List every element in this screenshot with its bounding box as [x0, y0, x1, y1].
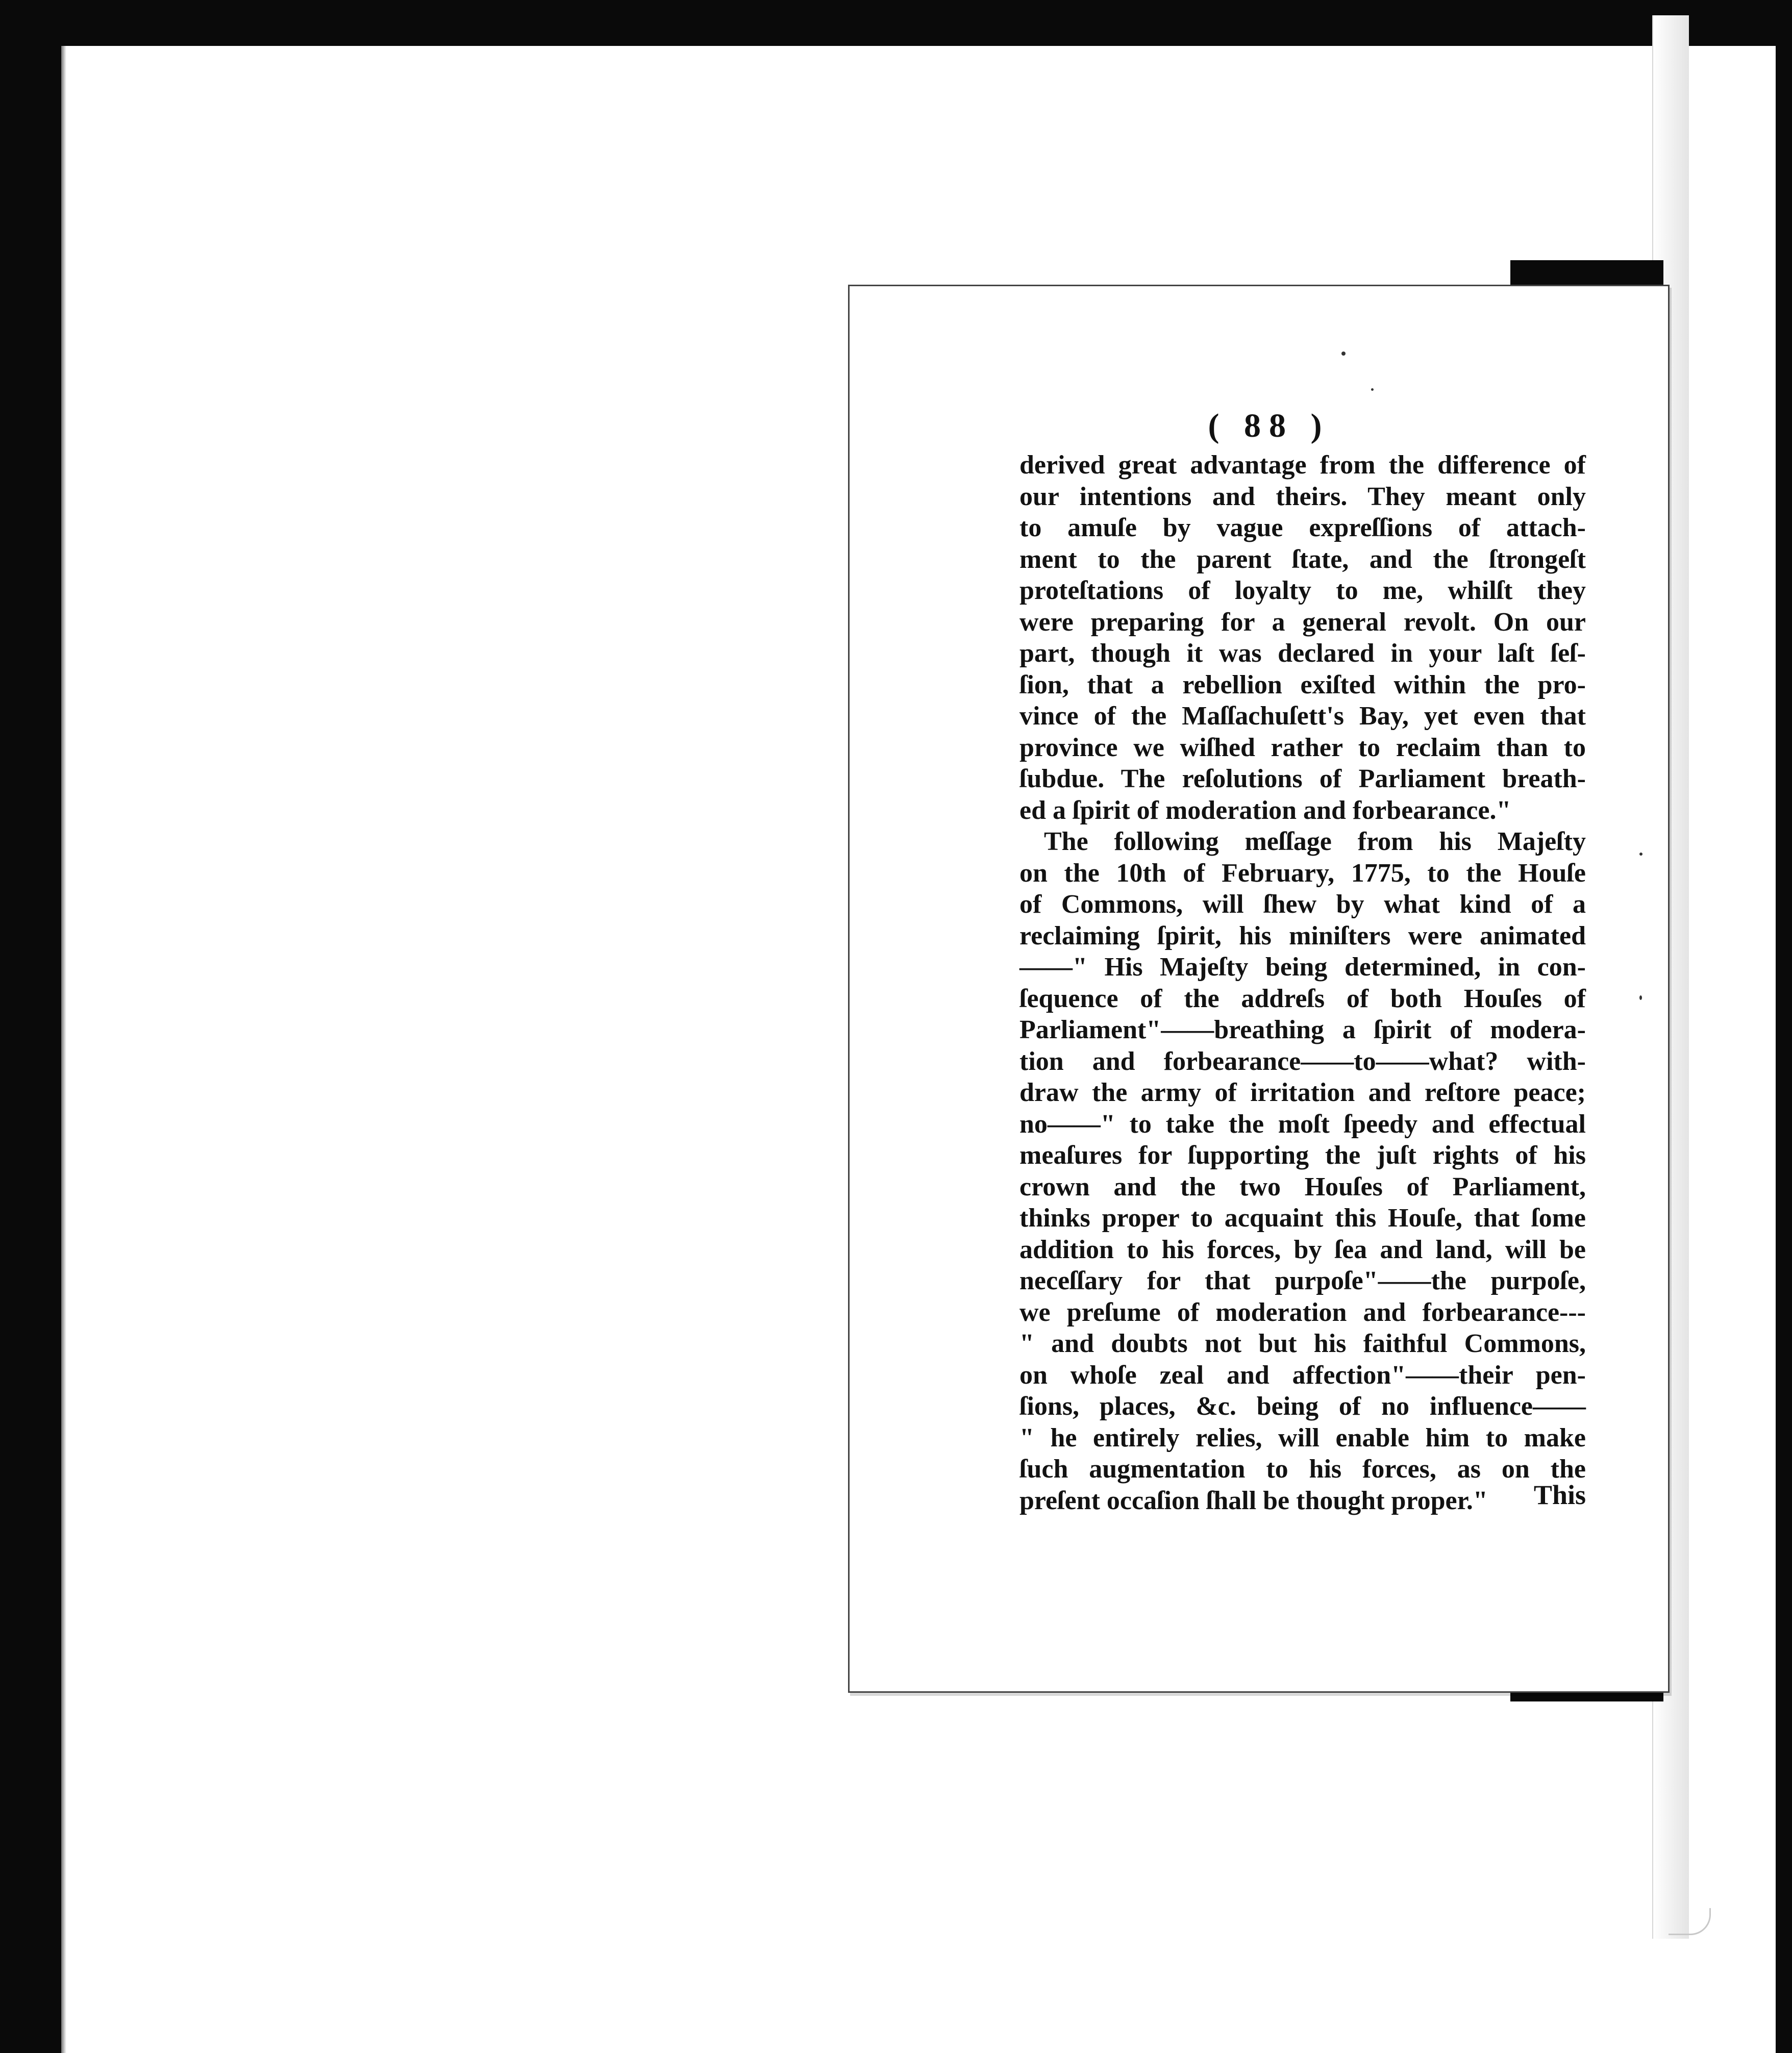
- speck: [1371, 388, 1374, 391]
- text-line: no——" to take the moſt ſpeedy and effectual: [1019, 1109, 1586, 1139]
- text-line: draw the army of irritation and reſtore peace;: [1019, 1078, 1586, 1107]
- text-line: meaſures for ſupporting the juſt rights of his: [1019, 1141, 1586, 1170]
- text-line: ſubdue. The reſolutions of Parliament breath-: [1019, 764, 1586, 793]
- text-line: were preparing for a general revolt. On our: [1019, 607, 1586, 637]
- text-line: vince of the Maſſachuſett's Bay, yet even that: [1019, 702, 1586, 731]
- speck: [1639, 995, 1642, 1000]
- text-line: " and doubts not but his faithful Commons,: [1019, 1329, 1586, 1358]
- text-line: ſuch augmentation to his forces, as on the: [1019, 1455, 1586, 1484]
- text-line: on the 10th of February, 1775, to the Houſe: [1019, 858, 1586, 888]
- text-line: ed a ſpirit of moderation and forbearance.": [1019, 795, 1511, 825]
- catchword: This: [1533, 1480, 1586, 1510]
- text-line: ſequence of the addreſs of both Houſes of: [1019, 984, 1586, 1013]
- text-line: ſions, places, &c. being of no influence——: [1019, 1392, 1586, 1421]
- text-line: addition to his forces, by ſea and land, will be: [1019, 1235, 1586, 1264]
- text-line: province we wiſhed rather to reclaim than to: [1019, 733, 1586, 762]
- text-line: reclaiming ſpirit, his miniſters were animated: [1019, 921, 1586, 950]
- text-line: on whoſe zeal and affection"——their pen-: [1019, 1360, 1586, 1390]
- text-line: The following meſſage from his Majeſty: [1044, 827, 1586, 856]
- text-line: our intentions and theirs. They meant only: [1019, 482, 1586, 511]
- text-line: of Commons, will ſhew by what kind of a: [1019, 890, 1586, 919]
- text-line: thinks proper to acquaint this Houſe, that ſome: [1019, 1204, 1586, 1233]
- page-number: ( 88 ): [1208, 407, 1330, 444]
- text-line: crown and the two Houſes of Parliament,: [1019, 1172, 1586, 1201]
- text-line: " he entirely relies, will enable him to make: [1019, 1423, 1586, 1453]
- text-line: we preſume of moderation and forbearance---: [1019, 1297, 1586, 1327]
- text-line: to amuſe by vague expreſſions of attach-: [1019, 513, 1586, 542]
- text-line: ——" His Majeſty being determined, in con-: [1019, 953, 1586, 982]
- body-text: [1019, 449, 1586, 1516]
- text-line: neceſſary for that purpoſe"——the purpoſe,: [1019, 1266, 1586, 1295]
- text-line: tion and forbearance——to——what? with-: [1019, 1046, 1586, 1076]
- text-line: proteſtations of loyalty to me, whilſt they: [1019, 576, 1586, 605]
- speck: [1341, 352, 1346, 356]
- printed-page: [848, 285, 1670, 1693]
- text-line: part, though it was declared in your laſt ſeſ-: [1019, 639, 1586, 668]
- text-line: Parliament"——breathing a ſpirit of modera-: [1019, 1015, 1586, 1044]
- text-line: ment to the parent ſtate, and the ſtrongeſt: [1019, 544, 1586, 574]
- text-line: derived great advantage from the difference of: [1019, 450, 1586, 480]
- sheet-edge-shadow: [61, 46, 66, 2053]
- text-line: preſent occaſion ſhall be thought proper.": [1019, 1486, 1488, 1515]
- text-line: ſion, that a rebellion exiſted within the pro-: [1019, 670, 1586, 699]
- speck: [1639, 853, 1642, 856]
